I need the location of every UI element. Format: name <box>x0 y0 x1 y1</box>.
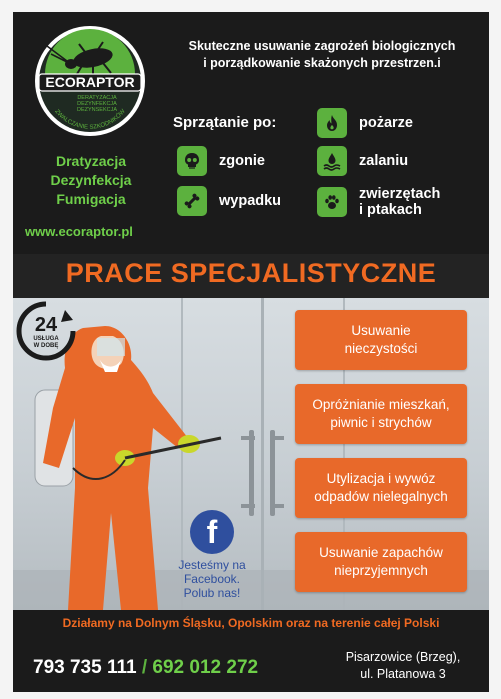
hazard-label: zwierzętach i ptakach <box>359 186 441 218</box>
24h-service-badge <box>13 298 79 364</box>
service-item: Dezynfekcja <box>50 172 132 188</box>
hazard-item-animals <box>317 186 440 218</box>
hazard-label: zgonie <box>219 153 265 169</box>
hazard-label: zalaniu <box>359 153 409 169</box>
svg-text:ECORAPTOR: ECORAPTOR <box>45 74 135 90</box>
fire-icon <box>317 108 347 138</box>
phone-secondary[interactable]: 692 012 272 <box>152 657 259 678</box>
svg-text:24: 24 <box>34 314 58 336</box>
phone-primary[interactable]: 793 735 111 <box>33 657 137 678</box>
facebook-cta: Jesteśmy na Facebook. Polub nas! <box>178 558 246 600</box>
services-list <box>31 152 151 209</box>
address: Pisarzowice (Brzeg), ul. Platanowa 3 <box>345 650 461 681</box>
svg-text:DERATYZACJA: DERATYZACJA <box>77 95 117 101</box>
paw-icon <box>317 187 347 217</box>
facebook-icon[interactable]: f <box>190 510 234 554</box>
phone-separator: / <box>141 657 148 678</box>
hazard-item-fire <box>317 108 413 138</box>
service-region: Działamy na Dolnym Śląsku, Opolskim oraz na terenie całej Polski <box>62 616 440 630</box>
offer-disposal: Utylizacja i wywóz odpadów nielegalnych <box>295 458 467 518</box>
tagline: Skuteczne usuwanie zagrożeń biologicznych i porządkowanie skażonych przestrzen.i <box>188 39 456 70</box>
hazard-item-accident <box>177 186 281 216</box>
svg-text:ZWALCZANIE SZKODNIKÓW: ZWALCZANIE SZKODNIKÓW <box>53 108 127 131</box>
website-link[interactable]: www.ecoraptor.pl <box>25 224 133 239</box>
svg-text:W DOBĘ: W DOBĘ <box>33 343 59 349</box>
headline: PRACE SPECJALISTYCZNE <box>65 258 437 288</box>
service-item: Fumigacja <box>56 191 126 207</box>
offer-odor-removal: Usuwanie zapachów nieprzyjemnych <box>295 532 467 592</box>
hazard-label: wypadku <box>219 193 282 209</box>
bone-icon <box>177 186 207 216</box>
phone-numbers <box>33 657 258 679</box>
svg-text:DEZYNFEKCJA: DEZYNFEKCJA <box>77 101 117 107</box>
hazard-label: pożarze <box>359 115 413 131</box>
offer-waste-removal: Usuwanie nieczystości <box>295 310 467 370</box>
svg-text:USŁUGA: USŁUGA <box>33 336 59 342</box>
flood-icon <box>317 146 347 176</box>
hazard-item-flood <box>317 146 408 176</box>
cleanup-title: Sprzątanie po: <box>173 114 277 131</box>
hero-photo <box>13 298 489 610</box>
svg-text:DEZYNSEKCJA: DEZYNSEKCJA <box>76 107 118 113</box>
service-item: Dratyzacja <box>55 153 127 169</box>
hazard-item-death <box>177 146 265 176</box>
skull-icon <box>177 146 207 176</box>
offer-clearing: Opróżnianie mieszkań, piwnic i strychów <box>295 384 467 444</box>
flyer <box>13 12 489 692</box>
ecoraptor-logo <box>33 24 147 138</box>
